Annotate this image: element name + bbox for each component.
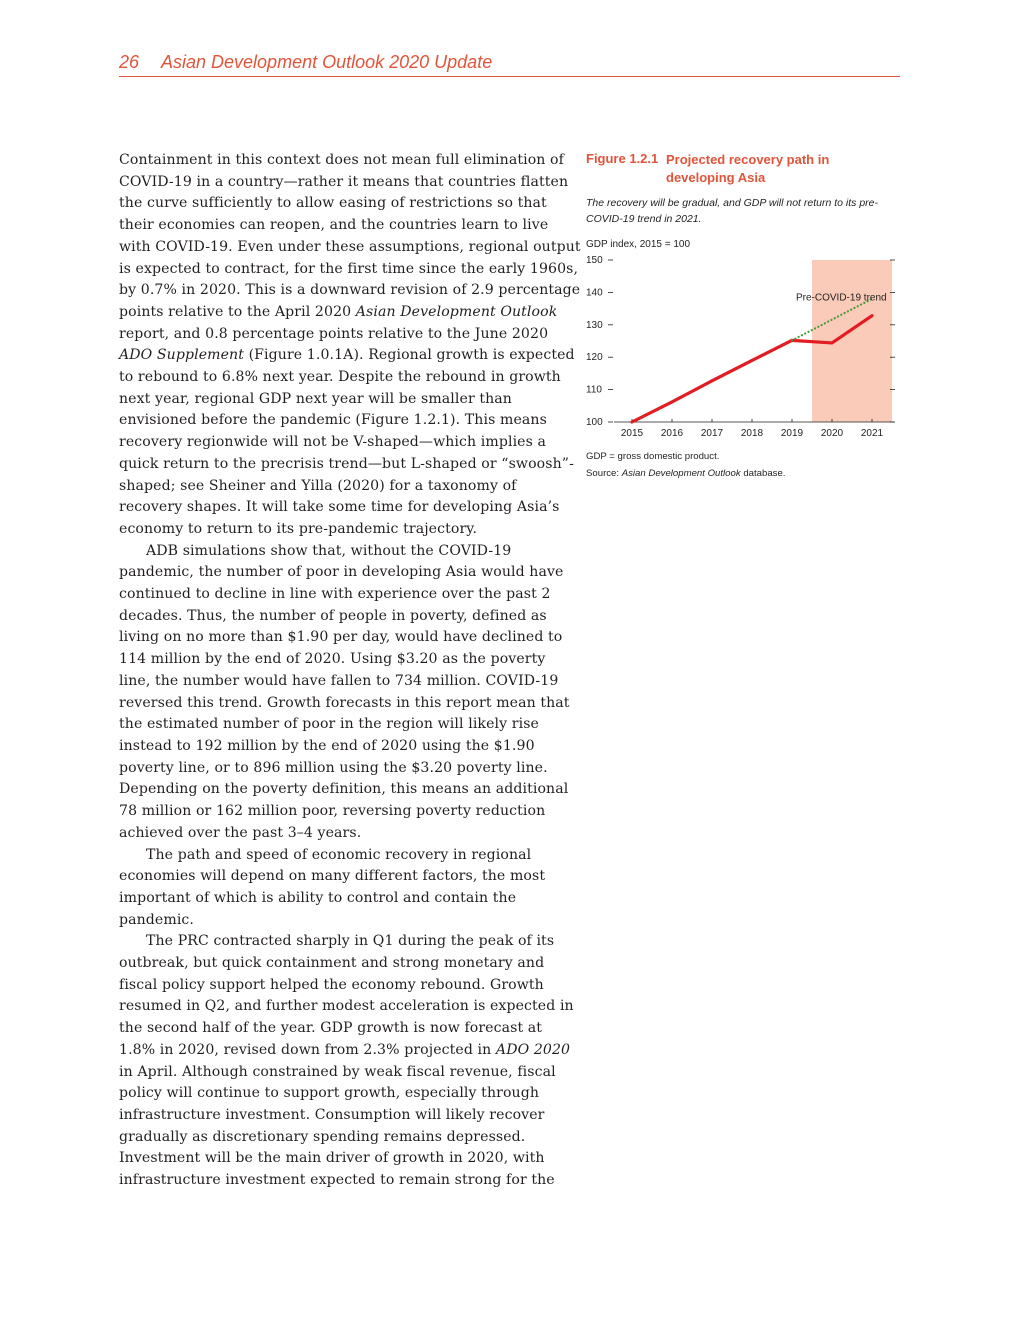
figure-notes [586,448,901,482]
y-tick-label: 100 [586,417,603,428]
y-tick-label: 110 [586,384,602,396]
y-axis-unit-label: GDP index, 2015 = 100 [586,239,691,250]
trend-annotation: Pre-COVID-19 trend [796,292,887,304]
paragraph-2: ADB simulations show that, without the COVID-19 pandemic, the number of poor in developing Asia would have continued to decline in line with experience over the past 2 decades. Thus, the number of people in poverty, defined as living on no more than $1.90 per day, would have declined to 114 million by the end of 2020. Using $3.20 as the poverty line, the number would have fallen to 734 million. COVID-19 reversed this trend. Growth forecasts in this report mean that the estimated number of poor in the region will likely rise instead to 192 million by the end of 2020 using the $1.90 poverty line, or to 896 million using the $3.20 poverty line. Depending on the poverty definition, this means an additional 78 million or 162 million poor, reversing poverty reduction achieved over the past 3–4 years. [119,542,570,841]
paragraph-3: The path and speed of economic recovery in regional economies will depend on many different factors, the most important of which is ability to control and contain the pandemic. [119,846,546,928]
y-tick-label: 120 [586,352,603,364]
running-header [119,52,900,77]
y-tick-label: 150 [586,255,603,266]
figure-subtitle: The recovery will be gradual, and GDP will not return to its pre-COVID-19 trend in 2021. [586,197,878,225]
paragraph-1: Containment in this context does not mean full elimination of COVID-19 in a country—rather it means that countries flatten the curve sufficiently to allow easing of restrictions so that their economies can reopen, and the countries learn to live with COVID-19. Even under these assumptions, regional output is expected to contract, for the first time since the early 1960s, by 0.7% in 2020. This is a downward revision of 2.9 percentage points relative to the April 2020 Asian Development Outlook report, and 0.8 percentage points relative to the June 2020 ADO Supplement (Figure 1.0.1A). Regional growth is expected to rebound to 6.8% next year. Despite the rebound in growth next year, regional GDP next year will be smaller than envisioned before the pandemic (Figure 1.2.1). This means recovery regionwide will not be V-shaped—which implies a quick return to the precrisis trend—but L-shaped or “swoosh”-shaped; see Sheiner and Yilla (2020) for a taxonomy of recovery shapes. It will take some time for developing Asia’s economy to return to its pre-pandemic trajectory. [119,152,581,537]
x-tick-label: 2020 [820,428,844,439]
x-tick-label: 2018 [740,428,764,439]
x-tick-label: 2021 [860,428,884,439]
abbreviation-note: GDP = gross domestic product. [586,451,720,462]
ado-title-ref: Asian Development Outlook [355,303,558,320]
ado-2020-ref: ADO 2020 [495,1041,571,1058]
paragraph-4: The PRC contracted sharply in Q1 during the peak of its outbreak, but quick containment and strong monetary and fiscal policy support helped the economy rebound. Growth resumed in Q2, and further modest acceleration is expected in the second half of the year. GDP growth is now forecast at 1.8% in 2020, revised down from 2.3% projected in ADO 2020 in April. Although constrained by weak fiscal revenue, fiscal policy will continue to support growth, especially through infrastructure investment. Consumption will likely recover gradually as discretionary spending remains depressed. Investment will be the main driver of growth in 2020, with infrastructure investment expected to remain strong for the [119,933,574,1189]
publication-title: Asian Development Outlook 2020 Update [161,52,493,72]
figure-1-2-1 [586,150,901,482]
x-tick-label: 2015 [620,428,644,439]
body-text-column [119,150,581,1192]
y-tick-label: 140 [586,287,603,299]
source-note: Source: Asian Development Outlook database. [586,468,786,479]
x-tick-label: 2017 [700,428,724,439]
figure-label: Figure 1.2.1 [586,151,659,166]
figure-title-block [586,150,901,188]
figure-title: Projected recovery path in developing Asia [666,152,830,185]
recovery-line-chart [586,252,901,442]
page-number: 26 [119,52,140,72]
x-tick-label: 2019 [780,428,804,439]
ado-supplement-ref: ADO Supplement [119,347,244,364]
x-tick-label: 2016 [660,428,684,439]
y-tick-label: 130 [586,319,603,331]
